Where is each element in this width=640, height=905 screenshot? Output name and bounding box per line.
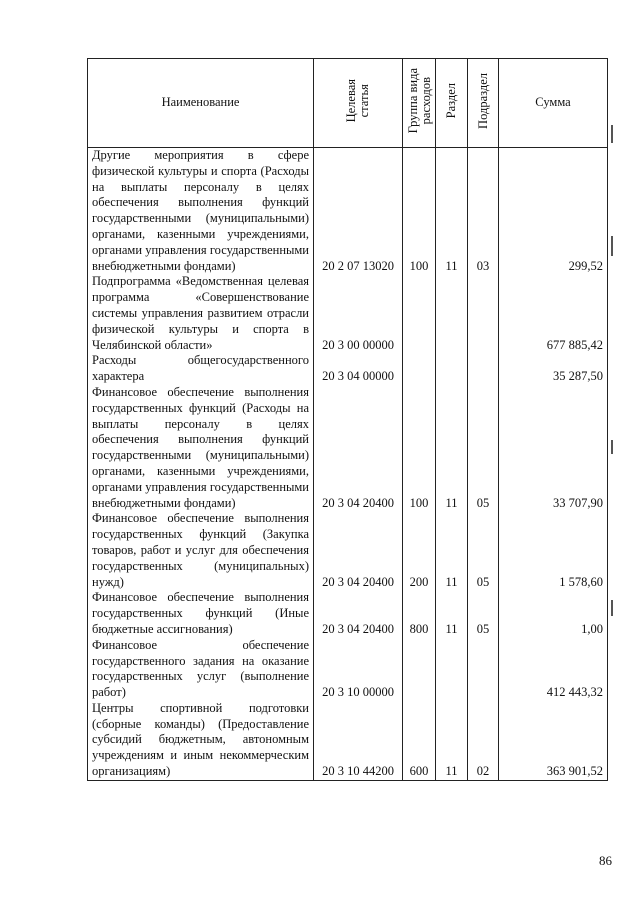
row-group: 100 (403, 148, 436, 275)
table-row (88, 385, 608, 511)
row-group (403, 274, 436, 353)
row-name: Финансовое обеспечение выполнения государственных функций (Расходы на выплаты персоналу в целях обеспечения выполнения функций государственными (муниципальными) органами, казенными учреждениями, органами управления государственными внебюджетными фондами) (88, 385, 314, 511)
scan-edge-mark (611, 236, 613, 256)
row-section: 11 (436, 385, 468, 511)
row-group: 200 (403, 511, 436, 590)
table-row (88, 638, 608, 701)
row-subsection: 05 (468, 511, 499, 590)
row-section: 11 (436, 511, 468, 590)
row-subsection (468, 638, 499, 701)
table-row (88, 148, 608, 275)
row-group: 100 (403, 385, 436, 511)
header-name: Наименование (88, 59, 314, 148)
row-section: 11 (436, 148, 468, 275)
row-amount: 33 707,90 (499, 385, 608, 511)
header-article: Целевая статья (314, 59, 403, 148)
row-section (436, 638, 468, 701)
row-article: 20 3 10 00000 (314, 638, 403, 701)
row-subsection: 05 (468, 385, 499, 511)
row-subsection (468, 353, 499, 385)
row-amount: 1,00 (499, 590, 608, 637)
row-article: 20 2 07 13020 (314, 148, 403, 275)
table-row (88, 590, 608, 637)
row-amount: 35 287,50 (499, 353, 608, 385)
row-name: Финансовое обеспечение выполнения государственных функций (Закупка товаров, работ и услуг для обеспечения государственных (муниципальных) нужд) (88, 511, 314, 590)
row-amount: 677 885,42 (499, 274, 608, 353)
budget-table (87, 58, 608, 781)
row-article: 20 3 04 20400 (314, 590, 403, 637)
row-amount: 299,52 (499, 148, 608, 275)
row-group (403, 353, 436, 385)
header-subsection: Подраздел (468, 59, 499, 148)
row-name: Другие мероприятия в сфере физической культуры и спорта (Расходы на выплаты персоналу в целях обеспечения выполнения функций государственными (муниципальными) органами, казенными учреждениями, органами управления государственными внебюджетными фондами) (88, 148, 314, 275)
row-article: 20 3 04 00000 (314, 353, 403, 385)
row-name: Подпрограмма «Ведомственная целевая программа «Совершенствование системы управления развитием отрасли физической культуры и спорта в Челябинской области» (88, 274, 314, 353)
scan-edge-mark (611, 440, 613, 454)
row-section (436, 353, 468, 385)
header-section: Раздел (436, 59, 468, 148)
table-row (88, 353, 608, 385)
scan-edge-mark (611, 600, 613, 616)
row-subsection (468, 274, 499, 353)
table-header-row (88, 59, 608, 148)
row-article: 20 3 10 44200 (314, 701, 403, 780)
row-subsection: 03 (468, 148, 499, 275)
row-name: Финансовое обеспечение выполнения государственных функций (Иные бюджетные ассигнования) (88, 590, 314, 637)
row-article: 20 3 04 20400 (314, 511, 403, 590)
header-group: Группа вида расходов (403, 59, 436, 148)
scan-edge-mark (611, 125, 613, 143)
row-amount: 412 443,32 (499, 638, 608, 701)
row-subsection: 05 (468, 590, 499, 637)
row-article: 20 3 00 00000 (314, 274, 403, 353)
row-section: 11 (436, 590, 468, 637)
row-amount: 1 578,60 (499, 511, 608, 590)
row-section: 11 (436, 701, 468, 780)
row-name: Финансовое обеспечение государственного задания на оказание государственных услуг (выполнение работ) (88, 638, 314, 701)
row-amount: 363 901,52 (499, 701, 608, 780)
row-name: Центры спортивной подготовки (сборные команды) (Предоставление субсидий бюджетным, автономным учреждениям и иным некоммерческим организациям) (88, 701, 314, 780)
row-group: 600 (403, 701, 436, 780)
row-subsection: 02 (468, 701, 499, 780)
table-row (88, 511, 608, 590)
page-number: 86 (599, 853, 612, 868)
row-article: 20 3 04 20400 (314, 385, 403, 511)
row-section (436, 274, 468, 353)
table-row (88, 274, 608, 353)
row-group (403, 638, 436, 701)
table-row (88, 701, 608, 780)
row-name: Расходы общегосударственного характера (88, 353, 314, 385)
header-amount: Сумма (499, 59, 608, 148)
row-group: 800 (403, 590, 436, 637)
